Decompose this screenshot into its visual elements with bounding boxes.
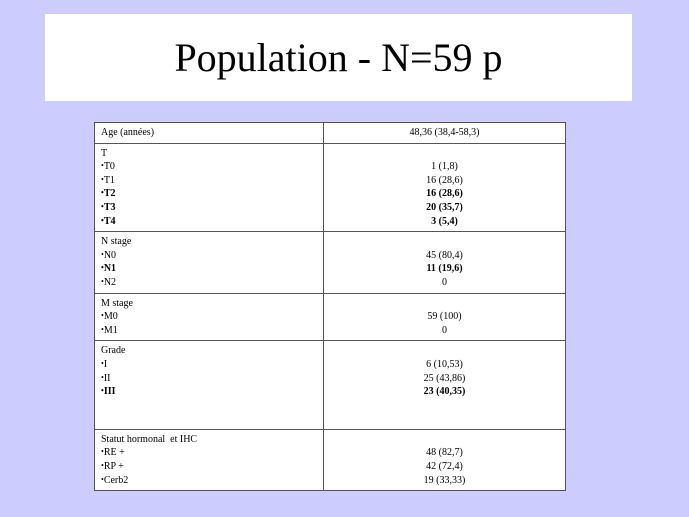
t1-value: 16 (28,6)	[426, 174, 463, 186]
re-value: 48 (82,7)	[426, 447, 463, 459]
bullet-icon: •	[101, 201, 104, 211]
t-value-cell	[324, 143, 566, 232]
m1-label: M1	[103, 324, 118, 336]
list-item	[101, 201, 317, 215]
n0-value: 45 (80,4)	[426, 249, 463, 261]
t0-label: T0	[103, 161, 115, 173]
m-label-cell	[95, 293, 324, 341]
title-box	[45, 14, 632, 101]
bullet-icon: •	[101, 324, 104, 334]
age-label-cell	[95, 123, 324, 144]
re-label: RE +	[103, 447, 125, 459]
bullet-icon: •	[101, 372, 104, 382]
list-item	[101, 446, 317, 460]
bullet-icon: •	[101, 474, 104, 484]
list-item	[101, 249, 317, 263]
hormonal-header: Statut hormonal et IHC	[101, 433, 198, 445]
m0-value: 59 (100)	[427, 311, 462, 323]
t2-value: 16 (28,6)	[426, 188, 463, 200]
cerb2-label: Cerb2	[103, 474, 129, 486]
grade-header: Grade	[101, 345, 126, 357]
rp-label: RP +	[103, 461, 124, 473]
table-row-t	[95, 143, 566, 232]
list-item	[101, 385, 317, 399]
grade-iii-label: III	[103, 386, 116, 398]
list-item	[101, 324, 317, 338]
bullet-icon: •	[101, 386, 104, 396]
t-header: T	[101, 147, 108, 159]
grade-ii-value: 25 (43,86)	[423, 372, 466, 384]
bullet-icon: •	[101, 358, 104, 368]
table-row-age	[95, 123, 566, 144]
t1-label: T1	[103, 174, 115, 186]
t0-value: 1 (1,8)	[431, 161, 458, 173]
hormonal-label-cell	[95, 429, 324, 490]
bullet-icon: •	[101, 249, 104, 259]
table-row-grade	[95, 341, 566, 430]
slide-title: Population - N=59 p	[174, 35, 503, 80]
t4-label: T4	[103, 215, 116, 227]
table-row-m-stage	[95, 293, 566, 341]
bullet-icon: •	[101, 161, 104, 171]
age-value: 48,36 (38,4-58,3)	[409, 127, 480, 138]
grade-i-label: I	[103, 358, 108, 370]
list-item	[101, 187, 317, 201]
rp-value: 42 (72,4)	[426, 461, 463, 473]
m0-label: M0	[103, 311, 118, 323]
grade-label-cell	[95, 341, 324, 430]
list-item	[101, 215, 317, 229]
grade-value-cell	[324, 341, 566, 430]
n1-label: N1	[103, 263, 117, 275]
list-item	[101, 262, 317, 276]
bullet-icon: •	[101, 311, 104, 321]
n2-value: 0	[442, 276, 447, 288]
bullet-icon: •	[101, 263, 104, 273]
t4-value: 3 (5,4)	[431, 215, 458, 227]
list-item	[101, 474, 317, 488]
list-item	[101, 310, 317, 324]
bullet-icon: •	[101, 188, 104, 198]
t2-label: T2	[103, 188, 116, 200]
grade-iii-value: 23 (40,35)	[423, 386, 466, 398]
list-item	[101, 276, 317, 290]
list-item	[101, 160, 317, 174]
cerb2-value: 19 (33,33)	[423, 474, 466, 486]
bullet-icon: •	[101, 461, 104, 471]
population-table	[94, 122, 566, 491]
age-value-cell	[324, 123, 566, 144]
bullet-icon: •	[101, 174, 104, 184]
list-item	[101, 372, 317, 386]
n2-label: N2	[103, 276, 117, 288]
t-label-cell	[95, 143, 324, 232]
n1-value: 11 (19,6)	[426, 263, 463, 275]
bullet-icon: •	[101, 276, 104, 286]
n-label-cell	[95, 232, 324, 293]
n-header: N stage	[101, 236, 132, 248]
grade-i-value: 6 (10,53)	[426, 358, 463, 370]
table-row-hormonal	[95, 429, 566, 490]
t3-value: 20 (35,7)	[426, 201, 463, 213]
m1-value: 0	[442, 324, 447, 336]
age-label: Age (années)	[101, 127, 155, 138]
t3-label: T3	[103, 201, 116, 213]
hormonal-value-cell	[324, 429, 566, 490]
list-item	[101, 358, 317, 372]
n0-label: N0	[103, 249, 117, 261]
bullet-icon: •	[101, 215, 104, 225]
m-header: M stage	[101, 297, 133, 309]
m-value-cell	[324, 293, 566, 341]
bullet-icon: •	[101, 447, 104, 457]
n-value-cell	[324, 232, 566, 293]
list-item	[101, 460, 317, 474]
grade-ii-label: II	[103, 372, 111, 384]
table-row-n-stage	[95, 232, 566, 293]
list-item	[101, 174, 317, 188]
